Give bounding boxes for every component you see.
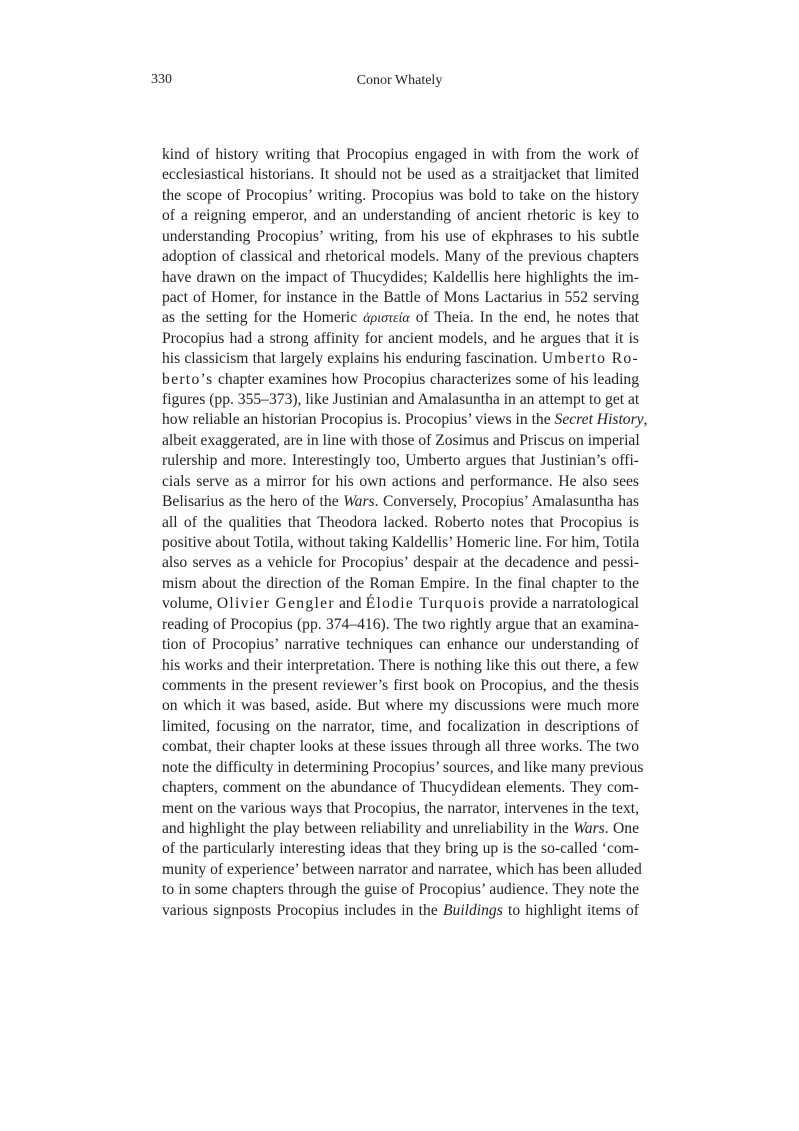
text-segment: reading of Procopius (pp. 374–416). The two rightly argue that an examina- (162, 615, 639, 633)
text-line (162, 901, 639, 921)
text-segment: also serves as a vehicle for Procopius’ despair at the decadence and pessi- (162, 554, 639, 572)
text-segment: on which it was based, aside. But where my discussions were much more (162, 697, 639, 715)
text-line (162, 717, 639, 737)
text-line (162, 737, 639, 757)
text-segment: albeit exaggerated, are in line with those of Zosimus and Priscus on imperial (162, 431, 640, 449)
text-segment: ment on the various ways that Procopius, the narrator, intervenes in the text, (162, 799, 639, 817)
text-segment: to in some chapters through the guise of Procopius’ audience. They note the (162, 881, 639, 899)
author-name: Olivier Gengler (216, 595, 335, 613)
text-segment: figures (pp. 355–373), like Justinian and Amalasuntha in an attempt to get at (162, 391, 640, 409)
text-segment: of a reigning emperor, and an understanding of ancient rhetoric is key to (162, 207, 639, 225)
text-segment: combat, their chapter looks at these issues through all three works. The two (162, 738, 639, 756)
text-segment: adoption of classical and rhetorical models. Many of the previous chapters (162, 248, 639, 266)
text-line (162, 696, 639, 716)
text-line (162, 165, 639, 185)
text-line (162, 594, 639, 614)
running-head: Conor Whately (356, 73, 443, 88)
text-line (162, 145, 639, 165)
author-name: berto’s (162, 370, 214, 388)
text-line (162, 329, 639, 349)
text-line (162, 758, 644, 778)
text-line (162, 308, 639, 328)
text-line (162, 370, 639, 390)
text-segment: how reliable an historian Procopius is. Procopius’ views in the (162, 411, 555, 429)
italic-title: Buildings (443, 901, 503, 919)
author-name: Élodie Turquois (365, 595, 486, 613)
text-segment: mism about the direction of the Roman Empire. In the final chapter to the (162, 574, 639, 592)
text-segment: Belisarius as the hero of the (162, 493, 344, 511)
text-segment: of Theia. In the end, he notes that (409, 309, 639, 327)
text-segment: , (643, 411, 648, 429)
text-segment: limited, focusing on the narrator, time, and focalization in descriptions of (162, 717, 639, 735)
text-segment: comments in the present reviewer’s first book on Procopius, and the thesis (162, 676, 639, 694)
text-segment: as the setting for the Homeric (162, 309, 364, 327)
text-line (162, 206, 639, 226)
italic-title: Wars (343, 493, 375, 511)
text-line (162, 472, 639, 492)
text-line (162, 268, 639, 288)
text-segment: tion of Procopius’ narrative techniques can enhance our understanding of (162, 636, 639, 654)
text-segment: and highlight the play between reliability and unreliability in the (162, 819, 574, 837)
text-segment: his works and their interpretation. There is nothing like this out there, a few (162, 656, 639, 674)
text-line (162, 819, 639, 839)
text-line (162, 431, 639, 451)
text-line (162, 799, 639, 819)
text-segment: various signposts Procopius includes in the (162, 901, 443, 919)
text-segment: volume, (162, 595, 217, 613)
text-line (162, 247, 639, 267)
text-line (162, 778, 639, 798)
text-segment: . One (604, 819, 639, 837)
text-segment: . Conversely, Procopius’ Amalasuntha has (374, 493, 639, 511)
text-line (162, 860, 642, 880)
text-segment: of the particularly interesting ideas that they bring up is the so-called ‘com- (162, 840, 639, 858)
text-line (162, 451, 639, 471)
text-segment: the scope of Procopius’ writing. Procopius was bold to take on the history (162, 186, 639, 204)
text-line (162, 410, 648, 430)
text-line (162, 553, 639, 573)
text-segment: to highlight items of (502, 901, 639, 919)
author-name: Umberto Ro- (541, 350, 639, 368)
text-line (162, 839, 639, 859)
text-segment: provide a narratological (485, 595, 639, 613)
text-segment: chapters, comment on the abundance of Thucydidean elements. They com- (162, 779, 639, 797)
text-segment: positive about Totila, without taking Kaldellis’ Homeric line. For him, Totila (162, 534, 640, 552)
text-line (162, 227, 639, 247)
text-segment: chapter examines how Procopius characterizes some of his leading (213, 370, 639, 388)
text-line (162, 513, 639, 533)
text-line (162, 656, 639, 676)
page-number: 330 (151, 72, 172, 87)
text-line (162, 288, 639, 308)
text-segment: munity of experience’ between narrator and narratee, which has been alluded (162, 860, 642, 878)
text-segment: understanding Procopius’ writing, from his use of ekphrases to his subtle (162, 227, 639, 245)
text-segment: cials serve as a mirror for his own actions and performance. He also sees (162, 472, 639, 490)
text-line (162, 533, 639, 553)
greek-term: ἀριστεία (363, 311, 410, 327)
text-segment: ecclesiastical historians. It should not be used as a straitjacket that limited (162, 166, 639, 184)
text-line (162, 880, 639, 900)
text-line (162, 492, 639, 512)
text-segment: Procopius had a strong affinity for ancient models, and he argues that it is (162, 329, 639, 347)
text-segment: have drawn on the impact of Thucydides; Kaldellis here highlights the im- (162, 268, 639, 286)
italic-title: Wars (573, 819, 605, 837)
text-line (162, 349, 639, 369)
body-text (162, 145, 648, 921)
text-segment: pact of Homer, for instance in the Battle of Mons Lactarius in 552 serving (162, 288, 639, 306)
text-line (162, 390, 639, 410)
text-segment: his classicism that largely explains his enduring fascination. (162, 350, 542, 368)
text-segment: rulership and more. Interestingly too, Umberto argues that Justinian’s offi- (162, 452, 639, 470)
text-segment: all of the qualities that Theodora lacked. Roberto notes that Procopius is (162, 513, 639, 531)
italic-title: Secret History (554, 411, 644, 429)
text-line (162, 676, 639, 696)
text-segment: kind of history writing that Procopius engaged in with from the work of (162, 146, 639, 163)
text-segment: note the difficulty in determining Procopius’ sources, and like many previous (162, 758, 644, 776)
text-line (162, 615, 639, 635)
text-segment: and (334, 595, 366, 613)
text-line (162, 186, 639, 206)
text-line (162, 574, 639, 594)
text-line (162, 635, 639, 655)
